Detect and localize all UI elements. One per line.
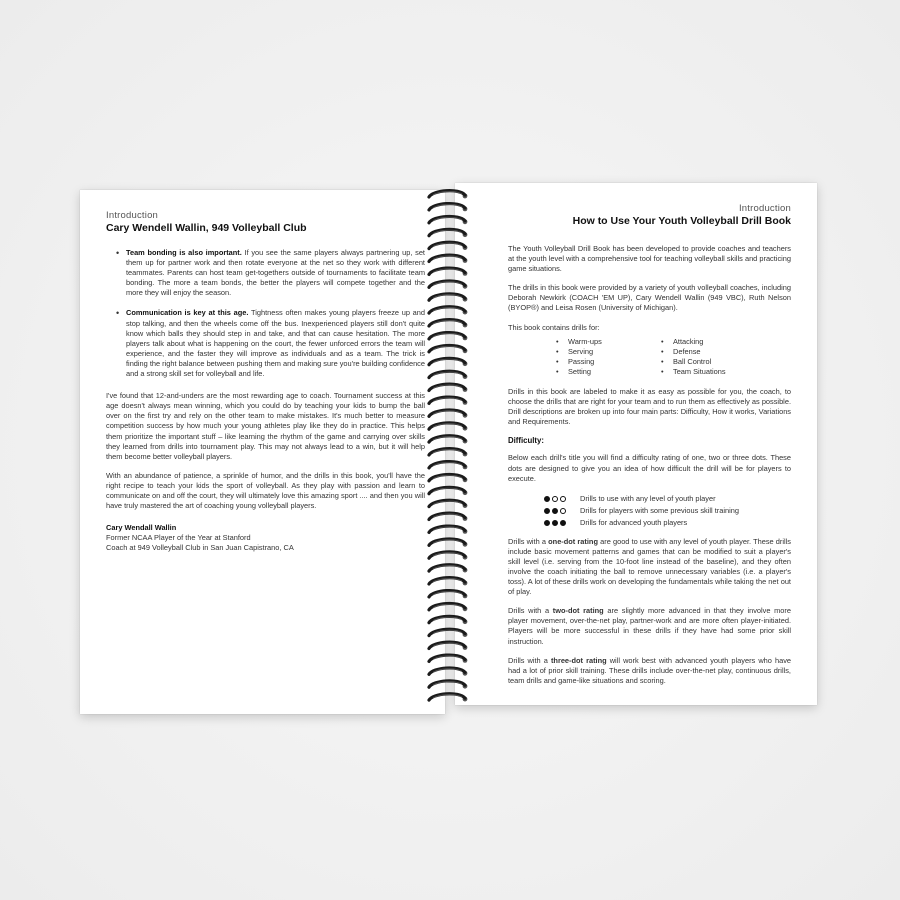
spiral-coil xyxy=(429,397,467,405)
left-page-kicker: Introduction xyxy=(106,210,159,221)
spiral-coil xyxy=(429,500,467,508)
spiral-coil xyxy=(429,358,467,366)
spiral-coil xyxy=(429,565,467,573)
left-paragraphs xyxy=(106,391,425,511)
list-item: • Attacking xyxy=(661,337,766,347)
rating-post: are slightly more advanced in that they involve more player movement, over-the-net play, partner-work and are more often player-initiated. Players will be more successful in these drills if they have had some prior skill instruction. xyxy=(508,606,791,646)
rating-strong: two-dot rating xyxy=(552,606,604,616)
spiral-coil xyxy=(429,410,467,418)
difficulty-dots-icon xyxy=(544,520,580,526)
bullet-team-bonding xyxy=(126,248,425,298)
spiral-coil xyxy=(429,423,467,431)
dot-empty-icon xyxy=(560,508,566,514)
right-page-title: How to Use Your Youth Volleyball Drill Book xyxy=(572,215,791,227)
bullet-lead: Communication is key at this age. xyxy=(126,308,249,318)
spiral-coil xyxy=(429,539,467,547)
spiral-coil xyxy=(429,694,467,702)
rating-pre: Drills with a xyxy=(508,655,551,665)
dot-filled-icon xyxy=(544,520,550,526)
bullet-communication xyxy=(126,308,425,379)
spiral-coils xyxy=(425,185,475,715)
legend-row xyxy=(544,505,791,517)
left-page-title: Cary Wendell Wallin, 949 Volleyball Club xyxy=(106,222,307,234)
spiral-coil xyxy=(429,668,467,676)
list-item: • Warm-ups xyxy=(556,337,661,347)
spiral-coil xyxy=(429,229,467,237)
paragraph: This book contains drills for: xyxy=(508,322,600,332)
right-body xyxy=(508,244,791,333)
legend-label: Drills for players with some previous skill training xyxy=(580,505,739,515)
spiral-coil xyxy=(429,681,467,689)
dot-filled-icon xyxy=(552,520,558,526)
list-item: • Ball Control xyxy=(661,357,766,367)
right-page xyxy=(455,183,817,705)
spiral-coil xyxy=(429,345,467,353)
spiral-coil xyxy=(429,552,467,560)
dot-filled-icon xyxy=(552,508,558,514)
list-item: • Team Situations xyxy=(661,367,766,377)
paragraph: I've found that 12-and-unders are the most rewarding age to coach. Tournament success at this age doesn't always mean winning, which you could do by teaching your kids to bump the ball over on the first try and rely on the other team to make mistakes. It's much better to measure competition success by how much your young athletes play like they do in practice. This helps them prioritize the important stuff – like learning the rhythm of the game and carrying over skills they learned from drills into tournament play. This may not always lead to a win, but it will help them become better volleyball players. xyxy=(106,391,425,461)
left-bullet-list xyxy=(106,248,425,379)
spiral-coil xyxy=(429,487,467,495)
dot-empty-icon xyxy=(560,496,566,502)
paragraph: The drills in this book were provided by a variety of youth volleyball coaches, including Deborah Newkirk (COACH 'EM UP), Cary Wendell Wallin (949 VBC), Ruth Nelson (BYOP®) and Leisa Rosen (University of Michigan). xyxy=(508,283,791,313)
legend-row xyxy=(544,493,791,505)
spiral-coil xyxy=(429,591,467,599)
spiral-coil xyxy=(429,281,467,289)
legend-label: Drills to use with any level of youth player xyxy=(580,493,716,503)
list-item: • Passing xyxy=(556,357,661,367)
list-item: • Setting xyxy=(556,367,661,377)
dot-filled-icon xyxy=(560,520,566,526)
bullet-text: Tightness often makes young players freeze up and stop talking, and then the wheels come off the bus. Inexperienced players still don't quite know which balls they should step in and take, and that can cause hesitation. The more players talk about what is happening on the court, the fewer unforced errors the team will experience, and the faster they will improve as individuals and as a team. The trick is finding the right balance between pushing them and making sure you're building confidence and a strong skill set for volleyball and life. xyxy=(126,308,425,379)
signoff-name: Cary Wendall Wallin xyxy=(106,523,177,533)
difficulty-heading: Difficulty: xyxy=(508,436,544,446)
rating-strong: three-dot rating xyxy=(550,655,607,665)
right-page-kicker: Introduction xyxy=(738,203,791,214)
spiral-coil xyxy=(429,513,467,521)
right-body-2 xyxy=(508,387,791,427)
paragraph: Below each drill's title you will find a difficulty rating of one, two or three dots. These dots are designed to give you an idea of how difficult the drill will be for players to execute. xyxy=(508,453,791,483)
right-body-3 xyxy=(508,453,791,483)
spiral-coil xyxy=(429,333,467,341)
spiral-coil xyxy=(429,320,467,328)
right-body-4 xyxy=(508,537,791,686)
drill-list-col-1 xyxy=(556,337,661,377)
spiral-coil xyxy=(429,294,467,302)
signoff xyxy=(106,523,425,553)
spiral-binding xyxy=(425,185,475,715)
paragraph: The Youth Volleyball Drill Book has been developed to provide coaches and teachers at the youth level with a comprehensive tool for teaching volleyball skills and practicing game situations. xyxy=(508,244,791,274)
bullet-text: If you see the same players always partnering up, set them up for partner work and then rotate everyone at the net so they work with different teammates. Parents can host team get-togethers outside of tournaments to facilitate team bonding. The more a team bonds, the better the players will compete together and the more they will enjoy the season. xyxy=(126,248,425,298)
spiral-coil xyxy=(429,242,467,250)
paragraph: With an abundance of patience, a sprinkle of humor, and the drills in this book, you'll have the right recipe to teach your kids the sport of volleyball. As they play with passion and learn to communicate on and off the court, they will ultimately love this amazing sport .... and then you will have truly mastered the art of coaching young volleyball players. xyxy=(106,470,425,511)
signoff-line-2: Coach at 949 Volleyball Club in San Juan Capistrano, CA xyxy=(106,543,294,553)
dot-empty-icon xyxy=(552,496,558,502)
spiral-coil xyxy=(429,191,467,199)
list-item: • Defense xyxy=(661,347,766,357)
difficulty-legend xyxy=(544,493,791,529)
paragraph: Drills in this book are labeled to make it as easy as possible for you, the coach, to choose the drills that are right for your team and to run them as effectively as possible. Drill descriptions are broken up into four main parts: Difficulty, How it works, Variations and Requirements. xyxy=(508,387,791,427)
spiral-coil xyxy=(429,578,467,586)
spiral-coil xyxy=(429,462,467,470)
paragraph xyxy=(508,537,791,598)
difficulty-dots-icon xyxy=(544,496,580,502)
paragraph xyxy=(508,656,791,686)
spiral-coil xyxy=(429,603,467,611)
spiral-coil xyxy=(429,307,467,315)
drill-list-col-2 xyxy=(661,337,766,377)
spiral-coil xyxy=(429,616,467,624)
spiral-coil xyxy=(429,204,467,212)
difficulty-dots-icon xyxy=(544,508,580,514)
rating-post: will work best with advanced youth players who have had a lot of prior skill training. These drills include over-the-net play, continuous drills, team drills and game-like situations and scoring. xyxy=(508,655,791,685)
rating-pre: Drills with a xyxy=(508,536,549,546)
legend-label: Drills for advanced youth players xyxy=(580,517,688,527)
dot-filled-icon xyxy=(544,496,550,502)
spiral-coil xyxy=(429,655,467,663)
spiral-coil xyxy=(429,449,467,457)
bullet-lead: Team bonding is also important. xyxy=(126,248,242,257)
spiral-coil xyxy=(429,436,467,444)
spiral-coil xyxy=(429,371,467,379)
paragraph xyxy=(508,606,791,646)
drill-categories xyxy=(556,337,791,377)
spiral-coil xyxy=(429,255,467,263)
spiral-coil xyxy=(429,629,467,637)
spiral-coil xyxy=(429,474,467,482)
left-page xyxy=(80,190,445,714)
rating-strong: one-dot rating xyxy=(548,536,598,546)
spiral-coil xyxy=(429,216,467,224)
dot-filled-icon xyxy=(544,508,550,514)
list-item: • Serving xyxy=(556,347,661,357)
spiral-coil xyxy=(429,384,467,392)
spiral-coil xyxy=(429,268,467,276)
rating-post: are good to use with any level of youth player. These drills include basic movement patterns and games that can be modified to suit a player's skill level (i.e. serving from the 10-foot line instead of the baseline), and they often involve the coach initiating the ball to remove unnecessary variables (i.e. a player's toss). A lot of these drills work on developing the fundamentals while taking the net out of play. xyxy=(508,536,791,597)
rating-pre: Drills with a xyxy=(508,606,553,616)
spiral-coil xyxy=(429,642,467,650)
spiral-coil xyxy=(429,526,467,534)
legend-row xyxy=(544,517,791,529)
signoff-line-1: Former NCAA Player of the Year at Stanford xyxy=(106,533,251,543)
